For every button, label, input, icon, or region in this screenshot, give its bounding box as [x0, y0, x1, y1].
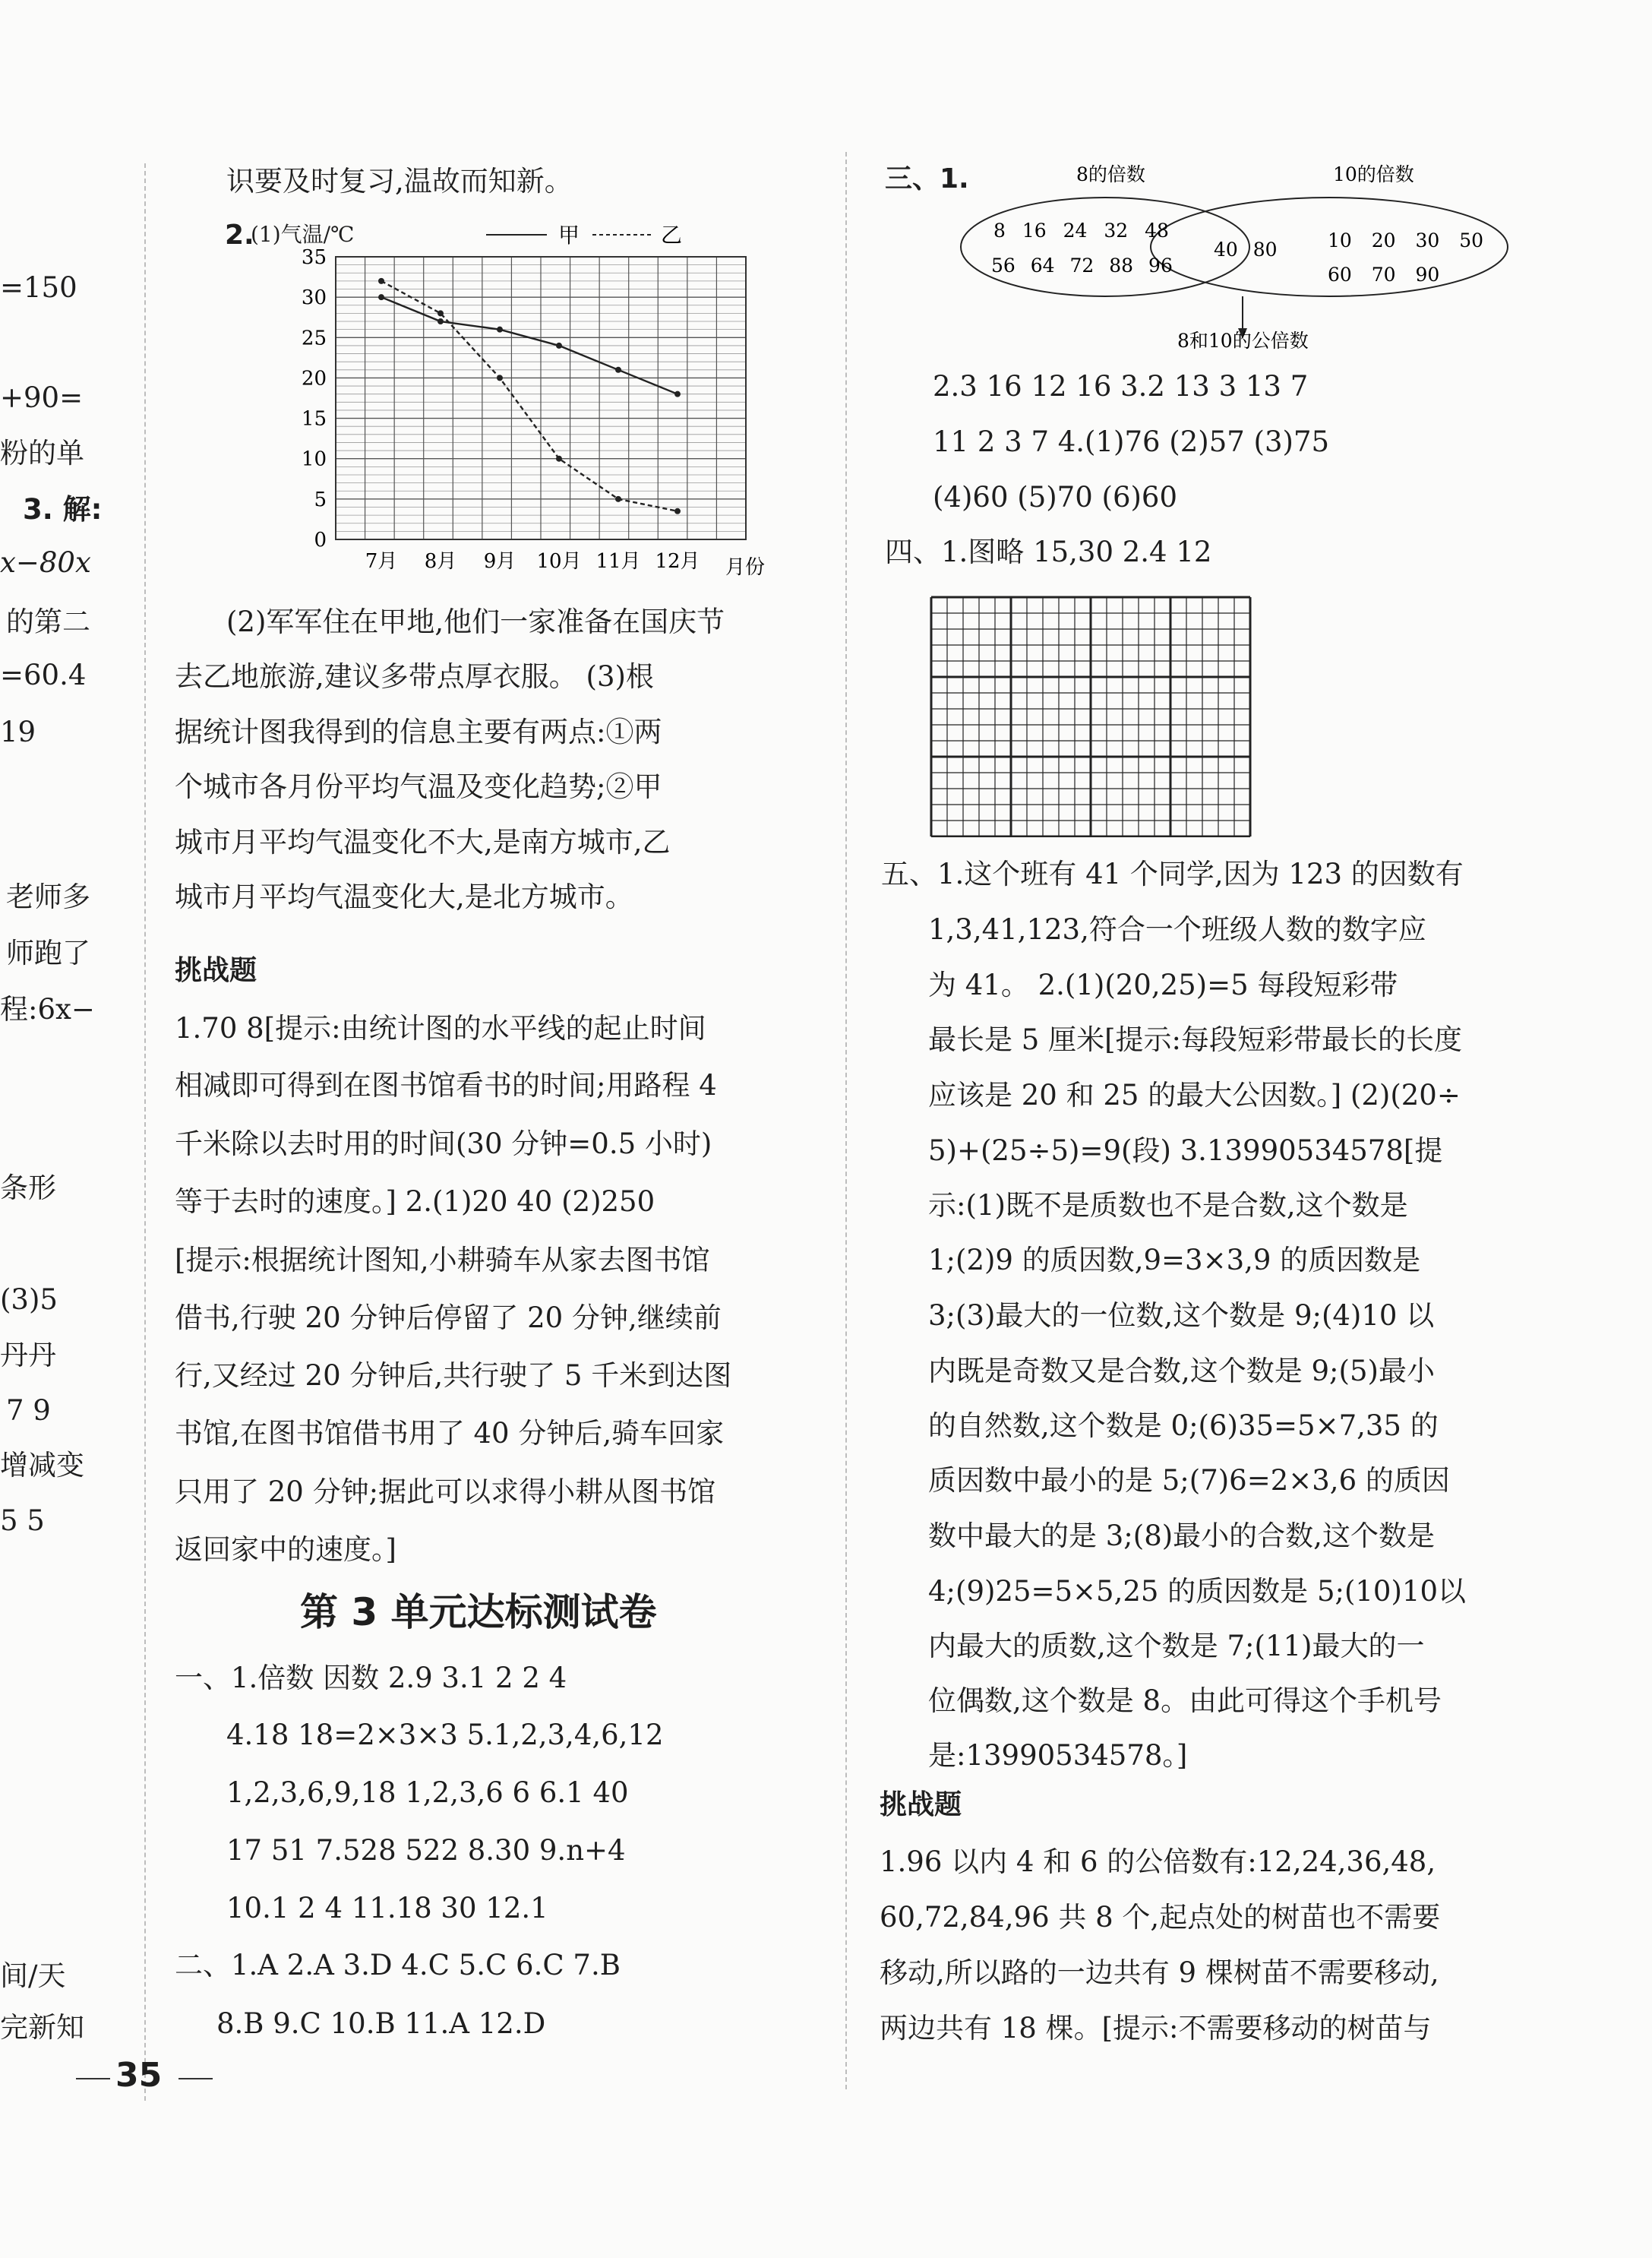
venn-left-title: 8的倍数	[1076, 163, 1145, 185]
text-line: 11 2 3 7 4.(1)76 (2)57 (3)75	[933, 425, 1330, 458]
text-line: 二、1.A 2.A 3.D 4.C 5.C 6.C 7.B	[175, 1949, 621, 1981]
text-line: 的自然数,这个数是 0;(6)35=5×7,35 的	[928, 1409, 1439, 1442]
x-tick-label: 10月	[536, 550, 582, 573]
venn-left-row1: 8 16 24 32 48	[993, 220, 1169, 242]
left-fragment: 7 9	[6, 1394, 51, 1427]
square-grid-figure	[928, 594, 1255, 837]
x-axis-label: 月份	[725, 556, 766, 579]
text-line: 1,2,3,6,9,18 1,2,3,6 6 6.1 40	[226, 1776, 629, 1809]
left-fragment: 的第二	[6, 606, 90, 638]
y-tick-label: 30	[301, 286, 327, 310]
venn-common: 40 80	[1214, 239, 1278, 261]
text-line: 相减即可得到在图书馆看书的时间;用路程 4	[175, 1069, 717, 1102]
series-point	[437, 318, 444, 324]
y-tick-label: 0	[314, 529, 327, 552]
venn-right-row1: 10 20 30 50	[1328, 229, 1484, 251]
legend-label-jia: 甲	[558, 223, 580, 248]
page-number: 35	[115, 2056, 163, 2095]
text-line: 1.96 以内 4 和 6 的公倍数有:12,24,36,48,	[880, 1845, 1436, 1878]
left-fragment: +90=	[0, 381, 84, 414]
left-fragment: 3. 解:	[23, 493, 103, 526]
left-fragment: 师跑了	[6, 937, 90, 969]
series-point	[556, 456, 562, 462]
text-line: 数中最大的是 3;(8)最小的合数,这个数是	[928, 1520, 1435, 1552]
text-line: 应该是 20 和 25 的最大公因数。] (2)(20÷	[928, 1079, 1461, 1112]
text-line: 1,3,41,123,符合一个班级人数的数字应	[928, 913, 1426, 946]
text-line: 行,又经过 20 分钟后,共行驶了 5 千米到达图	[175, 1359, 732, 1392]
text-line: 是:13990534578。]	[928, 1739, 1188, 1772]
text-line: 8.B 9.C 10.B 11.A 12.D	[216, 2007, 546, 2040]
section-title: 第 3 单元达标测试卷	[300, 1590, 657, 1634]
legend-label-yi: 乙	[661, 223, 683, 248]
text-line: 五、1.这个班有 41 个同学,因为 123 的因数有	[881, 858, 1464, 890]
text-line: 10.1 2 4 11.18 30 12.1	[226, 1892, 548, 1924]
text-line: 60,72,84,96 共 8 个,起点处的树苗也不需要	[880, 1901, 1441, 1934]
series-point	[615, 367, 621, 373]
text-line: 最长是 5 厘米[提示:每段短彩带最长的长度	[928, 1023, 1462, 1056]
column-divider-right	[845, 152, 847, 2089]
text-line: 等于去时的速度。] 2.(1)20 40 (2)250	[175, 1185, 655, 1218]
x-tick-label: 7月	[365, 550, 398, 573]
text-line: 2.3 16 12 16 3.2 13 3 13 7	[933, 370, 1309, 403]
left-fragment: 老师多	[6, 881, 90, 913]
series-point	[674, 508, 681, 514]
chart-caption: (1)气温/℃	[251, 222, 355, 247]
venn-caption: 8和10的公倍数	[1177, 330, 1309, 352]
left-fragment: 19	[0, 716, 36, 748]
middle-intro: 识要及时复习,温故而知新。	[226, 165, 573, 198]
text-line: 1;(2)9 的质因数,9=3×3,9 的质因数是	[928, 1244, 1421, 1276]
text-line: 书馆,在图书馆借书用了 40 分钟后,骑车回家	[175, 1417, 725, 1450]
x-tick-label: 9月	[483, 550, 516, 573]
series-point	[497, 375, 503, 381]
y-tick-label: 10	[301, 447, 327, 471]
y-tick-label: 15	[301, 407, 327, 431]
series-point	[497, 327, 503, 333]
left-fragment: 条形	[0, 1172, 56, 1204]
temperature-line-chart	[296, 217, 798, 585]
right-challenge-heading: 挑战题	[880, 1789, 962, 1820]
left-fragment: 5 5	[0, 1504, 45, 1537]
chart-grid	[336, 257, 746, 539]
text-line: 5)+(25÷5)=9(段) 3.13990534578[提	[928, 1134, 1443, 1167]
left-fragment: x−80x	[0, 546, 91, 579]
left-fragment: =150	[0, 271, 77, 304]
text-line: 1.70 8[提示:由统计图的水平线的起止时间	[175, 1012, 706, 1045]
venn-diagram	[957, 152, 1527, 365]
venn-right-row2: 60 70 90	[1328, 264, 1440, 286]
left-fragment: 程:6x−	[0, 993, 95, 1026]
series-point	[556, 343, 562, 349]
y-tick-label: 35	[301, 246, 327, 269]
left-fragment: 增减变	[0, 1449, 84, 1482]
text-line: 17 51 7.528 522 8.30 9.n+4	[226, 1834, 626, 1867]
left-fragment: (3)5	[0, 1283, 58, 1316]
text-line: 内最大的质数,这个数是 7;(11)最大的一	[928, 1630, 1425, 1662]
text-line: 借书,行驶 20 分钟后停留了 20 分钟,继续前	[175, 1301, 722, 1334]
text-line: 移动,所以路的一边共有 9 棵树苗不需要移动,	[880, 1956, 1439, 1989]
page-number-dash	[76, 2078, 110, 2079]
text-line: 4.18 18=2×3×3 5.1,2,3,4,6,12	[226, 1719, 664, 1751]
series-point	[378, 294, 384, 300]
text-line: (2)军军住在甲地,他们一家准备在国庆节	[226, 606, 725, 638]
text-line: (4)60 (5)70 (6)60	[933, 481, 1177, 514]
text-line: 只用了 20 分钟;据此可以求得小耕从图书馆	[175, 1475, 716, 1508]
y-tick-label: 25	[301, 327, 327, 350]
venn-left-ellipse	[961, 198, 1249, 296]
text-line: 一、1.倍数 因数 2.9 3.1 2 2 4	[175, 1662, 567, 1694]
x-tick-label: 11月	[595, 550, 641, 573]
text-line: 千米除以去时用的时间(30 分钟=0.5 小时)	[175, 1127, 712, 1160]
left-fragment: 丹丹	[0, 1339, 56, 1371]
left-fragment: =60.4	[0, 659, 87, 691]
left-fragment: 完新知	[0, 2011, 84, 2044]
text-line: 内既是奇数又是合数,这个数是 9;(5)最小	[928, 1355, 1435, 1387]
text-line: 去乙地旅游,建议多带点厚衣服。 (3)根	[175, 660, 654, 693]
text-line: 为 41。 2.(1)(20,25)=5 每段短彩带	[928, 969, 1398, 1001]
venn-right-title: 10的倍数	[1333, 163, 1414, 185]
text-line: 示:(1)既不是质数也不是合数,这个数是	[928, 1189, 1408, 1222]
venn-left-row2: 56 64 72 88 96	[991, 255, 1173, 277]
left-fragment: 间/天	[0, 1959, 66, 1992]
part3-heading: 三、1.	[885, 163, 969, 194]
y-tick-label: 5	[314, 488, 327, 511]
text-line: 个城市各月份平均气温及变化趋势;②甲	[175, 770, 662, 803]
text-line: 两边共有 18 棵。[提示:不需要移动的树苗与	[880, 2012, 1432, 2045]
left-fragment: 粉的单	[0, 437, 84, 470]
text-line: 质因数中最小的是 5;(7)6=2×3,6 的质因	[928, 1464, 1450, 1497]
text-line: 3;(3)最大的一位数,这个数是 9;(4)10 以	[928, 1299, 1435, 1332]
text-line: 据统计图我得到的信息主要有两点:①两	[175, 716, 662, 748]
column-divider-left	[144, 163, 146, 2101]
text-line: [提示:根据统计图知,小耕骑车从家去图书馆	[175, 1244, 710, 1276]
x-tick-label: 12月	[655, 550, 700, 573]
series-point	[378, 278, 384, 284]
series-point	[615, 496, 621, 502]
series-point	[674, 391, 681, 397]
part4-line: 四、1.图略 15,30 2.4 12	[885, 536, 1212, 568]
challenge-heading: 挑战题	[175, 955, 257, 986]
q2-number: 2.	[225, 220, 254, 251]
text-line: 位偶数,这个数是 8。由此可得这个手机号	[928, 1684, 1442, 1717]
text-line: 4;(9)25=5×5,25 的质因数是 5;(10)10以	[928, 1575, 1466, 1608]
y-tick-label: 20	[301, 367, 327, 391]
page-number-dash	[178, 2078, 213, 2079]
text-line: 返回家中的速度。]	[175, 1533, 396, 1566]
text-line: 城市月平均气温变化不大,是南方城市,乙	[175, 826, 671, 859]
x-tick-label: 8月	[424, 550, 457, 573]
text-line: 城市月平均气温变化大,是北方城市。	[175, 881, 633, 913]
series-point	[437, 310, 444, 316]
